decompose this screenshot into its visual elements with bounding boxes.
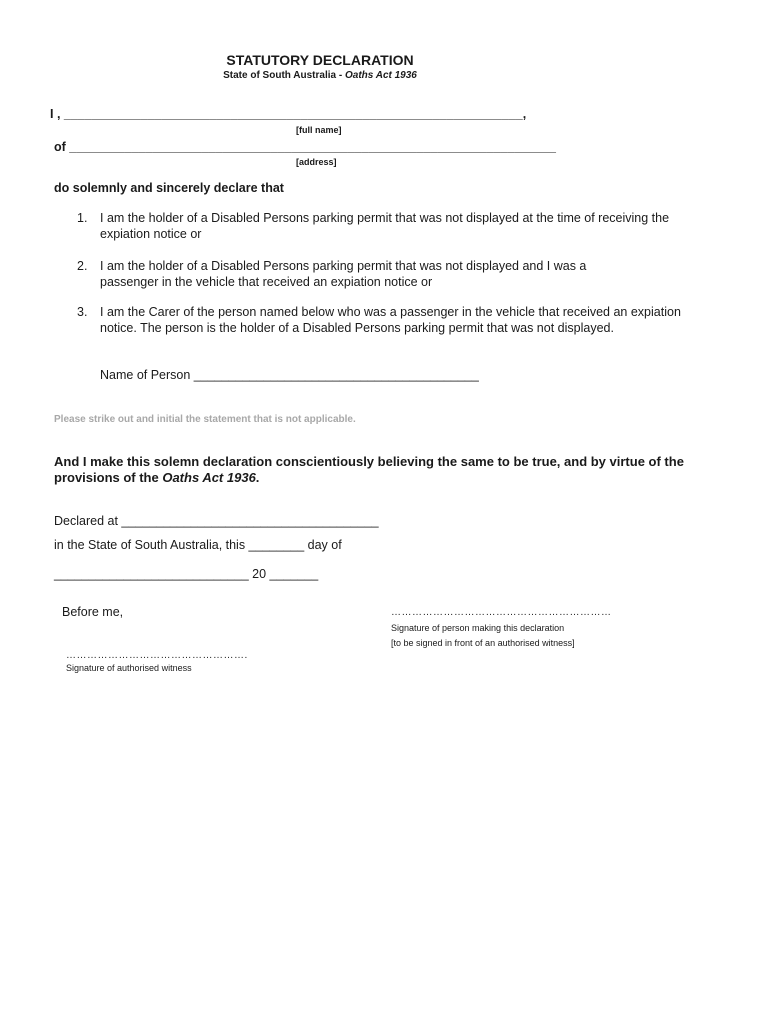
- subtitle-act: Oaths Act 1936: [344, 70, 417, 81]
- state-day-line: in the State of South Australia, this ________ day of: [54, 538, 342, 552]
- solemn-declaration: [54, 454, 694, 486]
- strike-out-note: Please strike out and initial the statement that is not applicable.: [54, 414, 356, 425]
- subtitle-prefix: State of South Australia -: [223, 70, 345, 81]
- declarant-signature-caption: Signature of person making this declaration: [391, 623, 565, 633]
- declaration-end: .: [255, 470, 260, 485]
- declarant-signing-instruction: [to be signed in front of an authorised witness]: [391, 638, 575, 648]
- document-title: STATUTORY DECLARATION: [226, 52, 414, 68]
- statement-1-number: 1.: [77, 211, 88, 225]
- declaration-text: And I make this solemn declaration conscientiously believing the same to be true, and by virtue of the provisions of the: [54, 454, 684, 485]
- address-caption: [address]: [296, 157, 337, 167]
- declaration-act: Oaths Act 1936: [162, 470, 256, 485]
- statement-2-number: 2.: [77, 259, 88, 273]
- address-line: of ______________________________________________________________________: [54, 140, 556, 154]
- declare-intro: do solemnly and sincerely declare that: [54, 181, 284, 195]
- document-subtitle: [0, 70, 640, 81]
- witness-signature-line: …………………………………………….: [66, 650, 248, 661]
- year-line: ____________________________ 20 _______: [54, 567, 319, 581]
- statement-3-number: 3.: [77, 305, 88, 319]
- name-of-person-line: Name of Person _________________________________________: [100, 368, 479, 382]
- statement-3-text: I am the Carer of the person named below who was a passenger in the vehicle that received an expiation notice. The person is the holder of a Disabled Persons parking permit that was not displayed.: [100, 305, 681, 335]
- statement-1-text: I am the holder of a Disabled Persons parking permit that was not displayed at the time of receiving the expiation notice or: [100, 211, 670, 241]
- declared-at-line: Declared at _____________________________________: [54, 514, 379, 528]
- full-name-line: I , __________________________________________________________________,: [50, 107, 527, 121]
- witness-signature-caption: Signature of authorised witness: [66, 663, 192, 673]
- statement-2-text: I am the holder of a Disabled Persons parking permit that was not displayed and I was a passenger in the vehicle that received an expiation notice or: [100, 259, 587, 289]
- declarant-signature-line: ………………………………………………………: [391, 607, 612, 618]
- full-name-caption: [full name]: [296, 125, 342, 135]
- before-me-label: Before me,: [62, 605, 124, 619]
